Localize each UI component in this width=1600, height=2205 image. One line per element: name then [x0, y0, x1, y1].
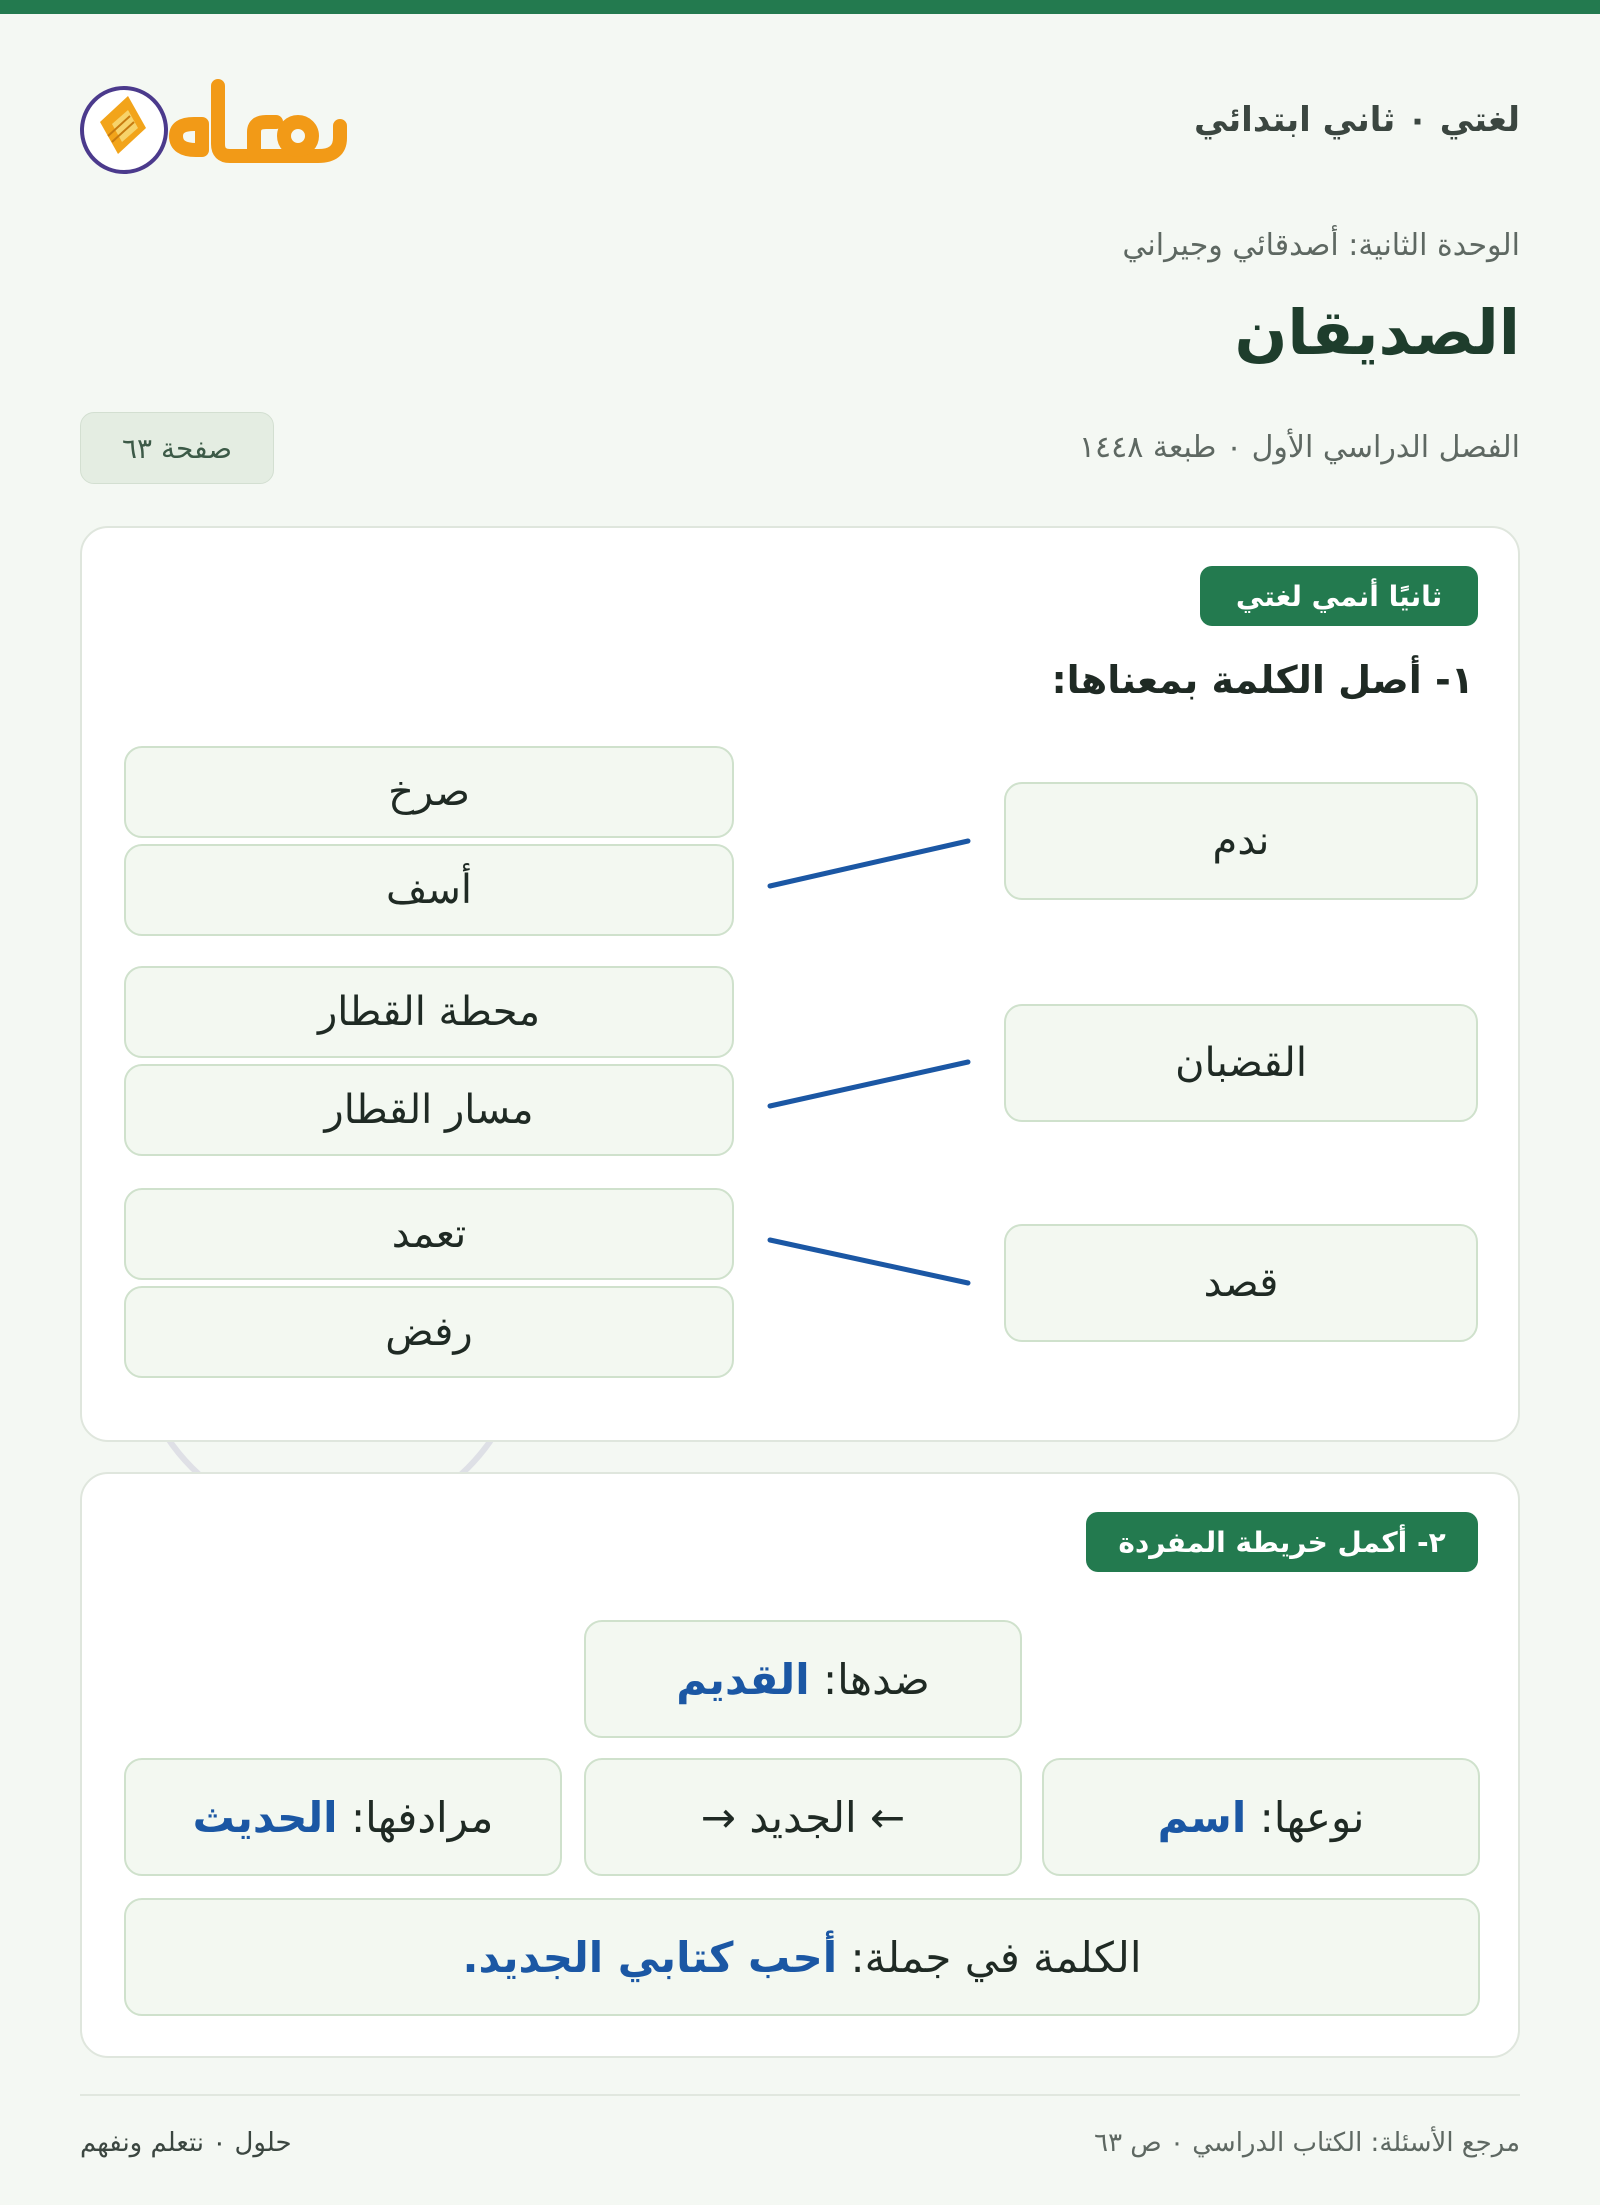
word-map-card [80, 1472, 1520, 2058]
meaning-box[interactable]: أسف [124, 844, 734, 936]
footer-brand: حلول ٠ نتعلم ونفهم [80, 2128, 292, 2158]
sentence-answer: أحب كتابي الجديد. [462, 1932, 838, 1982]
opposite-answer: القديم [676, 1654, 810, 1704]
opposite-box[interactable] [584, 1620, 1022, 1738]
section-tag: ثانيًا أنمي لغتي [1200, 566, 1478, 626]
type-answer: اسم [1157, 1792, 1247, 1842]
match-line-3 [770, 1240, 968, 1283]
meaning-box[interactable]: مسار القطار [124, 1064, 734, 1156]
type-label: نوعها: [1259, 1792, 1365, 1842]
matching-question: ١- أصل الكلمة بمعناها: [1051, 658, 1474, 702]
top-accent-bar [0, 0, 1600, 14]
center-word-box[interactable] [584, 1758, 1022, 1876]
opposite-label: ضدها: [822, 1654, 930, 1704]
meaning-box[interactable]: تعمد [124, 1188, 734, 1280]
synonym-answer: الحديث [192, 1792, 338, 1842]
synonym-box[interactable] [124, 1758, 562, 1876]
matching-exercise-card [80, 526, 1520, 1442]
meaning-box[interactable]: رفض [124, 1286, 734, 1378]
brand-logo [78, 66, 358, 178]
term-edition: الفصل الدراسي الأول ٠ طبعة ١٤٤٨ [1078, 430, 1520, 465]
match-line-2 [770, 1062, 968, 1106]
subject-grade-label: لغتي ٠ ثاني ابتدائي [1194, 100, 1520, 140]
unit-title: الوحدة الثانية: أصدقائي وجيراني [1122, 228, 1520, 263]
sentence-label: الكلمة في جملة: [850, 1932, 1142, 1982]
match-line-1 [770, 841, 968, 886]
word-box[interactable]: قصد [1004, 1224, 1478, 1342]
type-box[interactable] [1042, 1758, 1480, 1876]
word-box[interactable]: القضبان [1004, 1004, 1478, 1122]
footer-divider [80, 2094, 1520, 2096]
footer-reference: مرجع الأسئلة: الكتاب الدراسي ٠ ص ٦٣ [1094, 2128, 1520, 2158]
page-badge: صفحة ٦٣ [80, 412, 274, 484]
synonym-label: مرادفها: [350, 1792, 494, 1842]
center-word: ← الجديد → [700, 1792, 906, 1842]
sentence-box[interactable] [124, 1898, 1480, 2016]
lesson-title: الصديقان [1234, 296, 1520, 369]
meaning-box[interactable]: محطة القطار [124, 966, 734, 1058]
section-tag: ٢- أكمل خريطة المفردة [1086, 1512, 1478, 1572]
word-box[interactable]: ندم [1004, 782, 1478, 900]
meaning-box[interactable]: صرخ [124, 746, 734, 838]
